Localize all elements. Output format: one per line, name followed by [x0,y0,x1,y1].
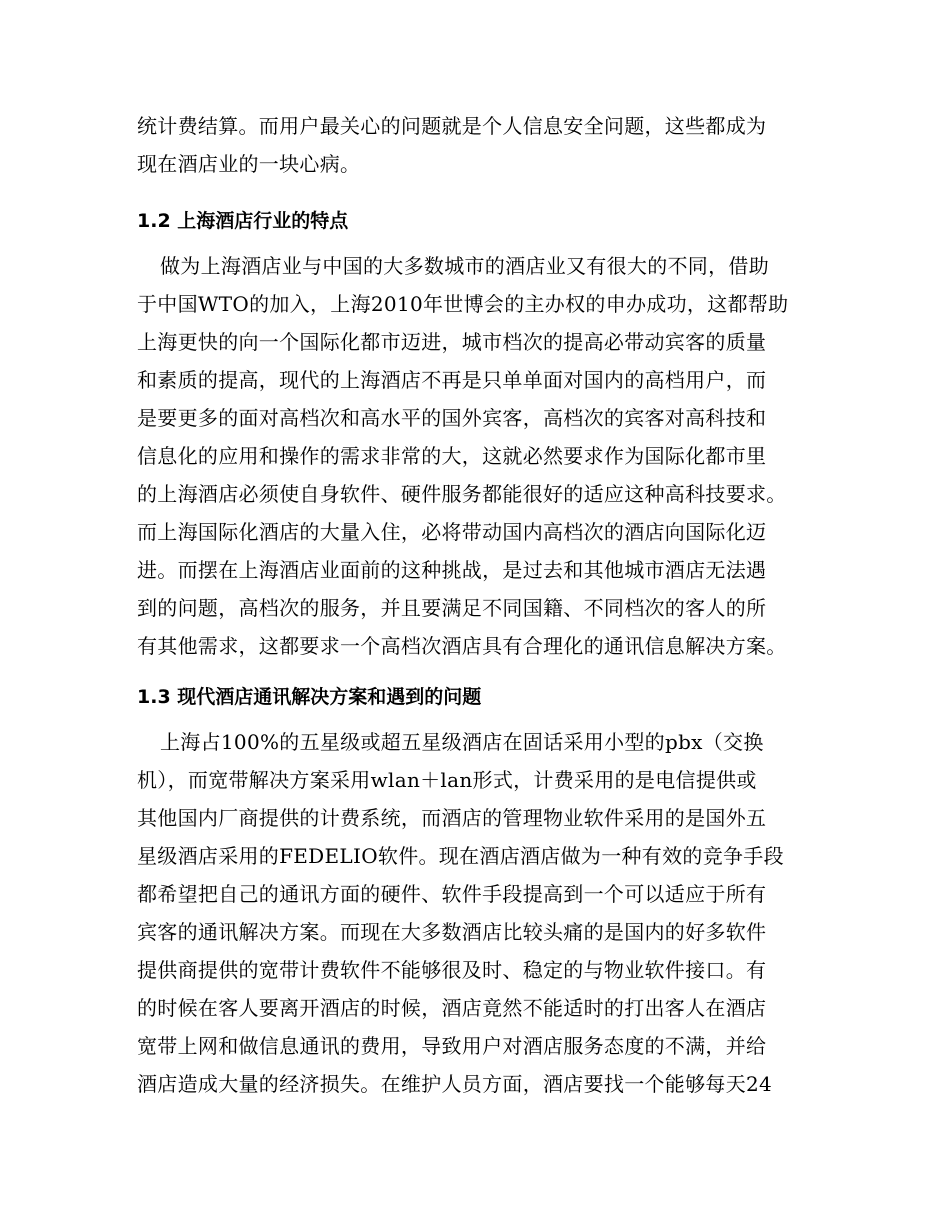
body-line: 而上海国际化酒店的大量入住，必将带动国内高档次的酒店向国际化迈 [137,520,767,544]
body-line: 统计费结算。而用户最关心的问题就是个人信息安全问题，这些都成为 [137,114,767,138]
body-line: 宾客的通讯解决方案。而现在大多数酒店比较头痛的是国内的好多软件 [137,920,767,944]
body-line: 上海占100%的五星级或超五星级酒店在固话采用小型的pbx（交换 [160,730,764,754]
body-line: 酒店造成大量的经济损失。在维护人员方面，酒店要找一个能够每天24 [137,1072,773,1096]
body-line: 于中国WTO的加入，上海2010年世博会的主办权的申办成功，这都帮助 [137,292,789,316]
body-line: 信息化的应用和操作的需求非常的大，这就必然要求作为国际化都市里 [137,444,767,468]
body-line: 其他国内厂商提供的计费系统，而酒店的管理物业软件采用的是国外五 [137,806,767,830]
body-line: 是要更多的面对高档次和高水平的国外宾客，高档次的宾客对高科技和 [137,406,767,430]
body-line: 进。而摆在上海酒店业面前的这种挑战，是过去和其他城市酒店无法遇 [137,558,767,582]
body-line: 做为上海酒店业与中国的大多数城市的酒店业又有很大的不同，借助 [160,254,769,278]
body-line: 机），而宽带解决方案采用wlan＋lan形式，计费采用的是电信提供或 [137,768,757,792]
body-line: 和素质的提高，现代的上海酒店不再是只单单面对国内的高档用户，而 [137,368,767,392]
body-line: 星级酒店采用的FEDELIO软件。现在酒店酒店做为一种有效的竞争手段 [137,844,784,868]
body-line: 都希望把自己的通讯方面的硬件、软件手段提高到一个可以适应于所有 [137,882,767,906]
body-line: 现在酒店业的一块心病。 [137,152,361,176]
section-heading-1-3: 1.3 现代酒店通讯解决方案和遇到的问题 [137,686,482,708]
body-line: 宽带上网和做信息通讯的费用，导致用户对酒店服务态度的不满，并给 [137,1034,767,1058]
body-line: 到的问题，高档次的服务，并且要满足不同国籍、不同档次的客人的所 [137,596,767,620]
section-heading-1-2: 1.2 上海酒店行业的特点 [137,210,349,232]
body-line: 有其他需求，这都要求一个高档次酒店具有合理化的通讯信息解决方案。 [137,634,787,658]
body-line: 上海更快的向一个国际化都市迈进，城市档次的提高必带动宾客的质量 [137,330,767,354]
body-line: 的时候在客人要离开酒店的时候，酒店竟然不能适时的打出客人在酒店 [137,996,767,1020]
body-line: 的上海酒店必须使自身软件、硬件服务都能很好的适应这种高科技要求。 [137,482,787,506]
body-line: 提供商提供的宽带计费软件不能够很及时、稳定的与物业软件接口。有 [137,958,767,982]
